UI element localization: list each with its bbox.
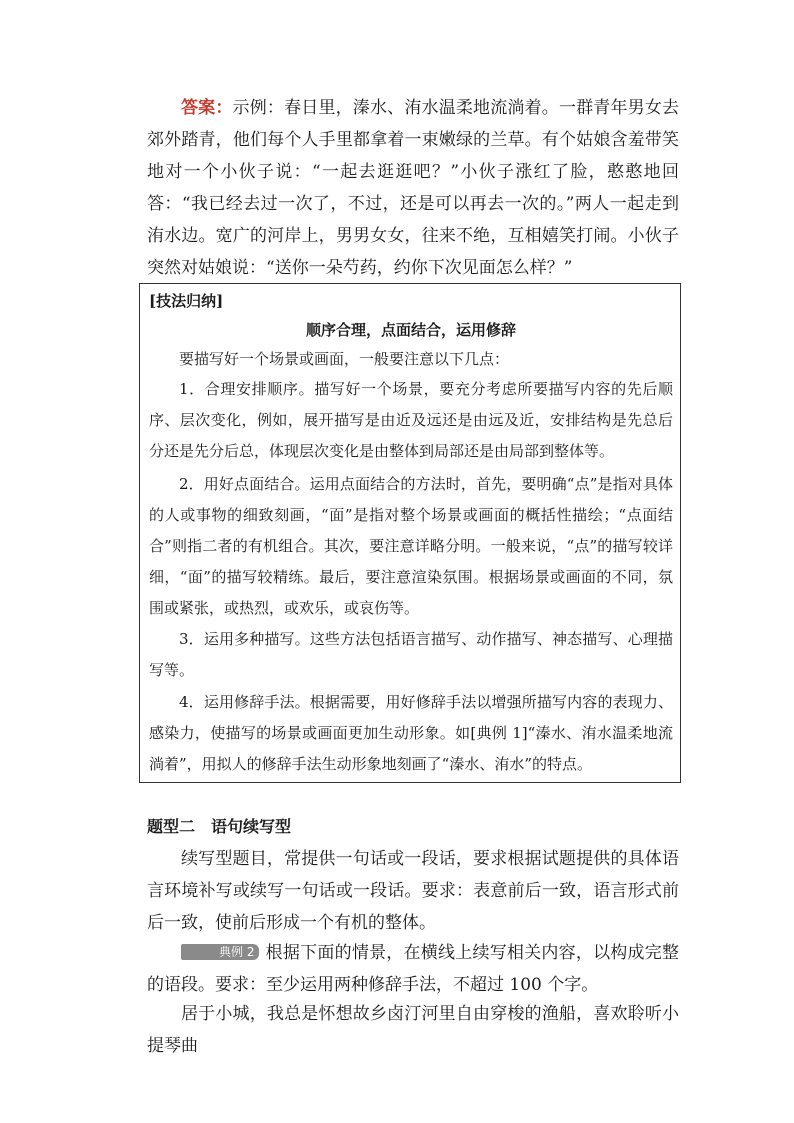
answer-paragraph — [147, 92, 679, 284]
tip-point-2: 2．用好点面结合。运用点面结合的方法时，首先，要明确“点”是指对具体的人或事物的细致刻画，“面”是指对整个场景或画面的概括性描绘；“点面结合”则指二者的有机组合。其次，要注意详略分明。一般来说，“点”的描写较详细，“面”的描写较精练。最后，要注意渲染氛围。根据场景或画面的不同，氛围或紧张，或热烈，或欢乐，或哀伤等。 — [149, 475, 673, 617]
example-paragraph — [147, 937, 679, 1001]
passage-start: 居于小城，我总是怀想故乡卤汀河里自由穿梭的渔船，喜欢聆听小提琴曲 — [147, 1004, 679, 1056]
answer-label: 答案： — [181, 98, 233, 118]
box-intro: 要描写好一个场景或画面，一般要注意以下几点： — [179, 350, 510, 368]
technique-summary-box — [139, 283, 681, 783]
tip-point-3: 3．运用多种描写。这些方法包括语言描写、动作描写、神态描写、心理描写等。 — [149, 630, 673, 679]
example-tag: 典例 2 — [181, 944, 259, 960]
box-subtitle: 顺序合理，点面结合，运用修辞 — [305, 321, 516, 339]
section-description: 续写型题目，常提供一句话或一段话，要求根据试题提供的具体语言环境补写或续写一句话或一段话。要求：表意前后一致，语言形式前后一致，使前后形成一个有机的整体。 — [147, 849, 679, 933]
box-heading: [技法归纳] — [149, 292, 224, 310]
section-title: 题型二 语句续写型 — [147, 817, 292, 836]
tip-point-1: 1．合理安排顺序。描写好一个场景，要充分考虑所要描写内容的先后顺序、层次变化，例如，展开描写是由近及远还是由远及近，安排结构是先总后分还是先分后总，体现层次变化是由整体到局部还是由局部到整体等。 — [149, 380, 673, 460]
tip-point-4: 4．运用修辞手法。根据需要，用好修辞手法以增强所描写内容的表现力、感染力，使描写的场景或画面更加生动形象。如[典例 1]“溱水、洧水温柔地流淌着”，用拟人的修辞手法生动形象地刻画了“溱水、洧水”的特点。 — [149, 693, 673, 773]
answer-text: 示例：春日里，溱水、洧水温柔地流淌着。一群青年男女去郊外踏青，他们每个人手里都拿着一束嫩绿的兰草。有个姑娘含羞带笑地对一个小伙子说：“一起去逛逛吧？”小伙子涨红了脸，憨憨地回答：“我已经去过一次了，不过，还是可以再去一次的。”两人一起走到洧水边。宽广的河岸上，男男女女，往来不绝，互相嬉笑打闹。小伙子突然对姑娘说：“送你一朵芍药，约你下次见面怎么样？” — [147, 98, 680, 278]
example-prompt: 根据下面的情景，在横线上续写相关内容，以构成完整的语段。要求：至少运用两种修辞手法，不超过 100 个字。 — [147, 943, 679, 995]
